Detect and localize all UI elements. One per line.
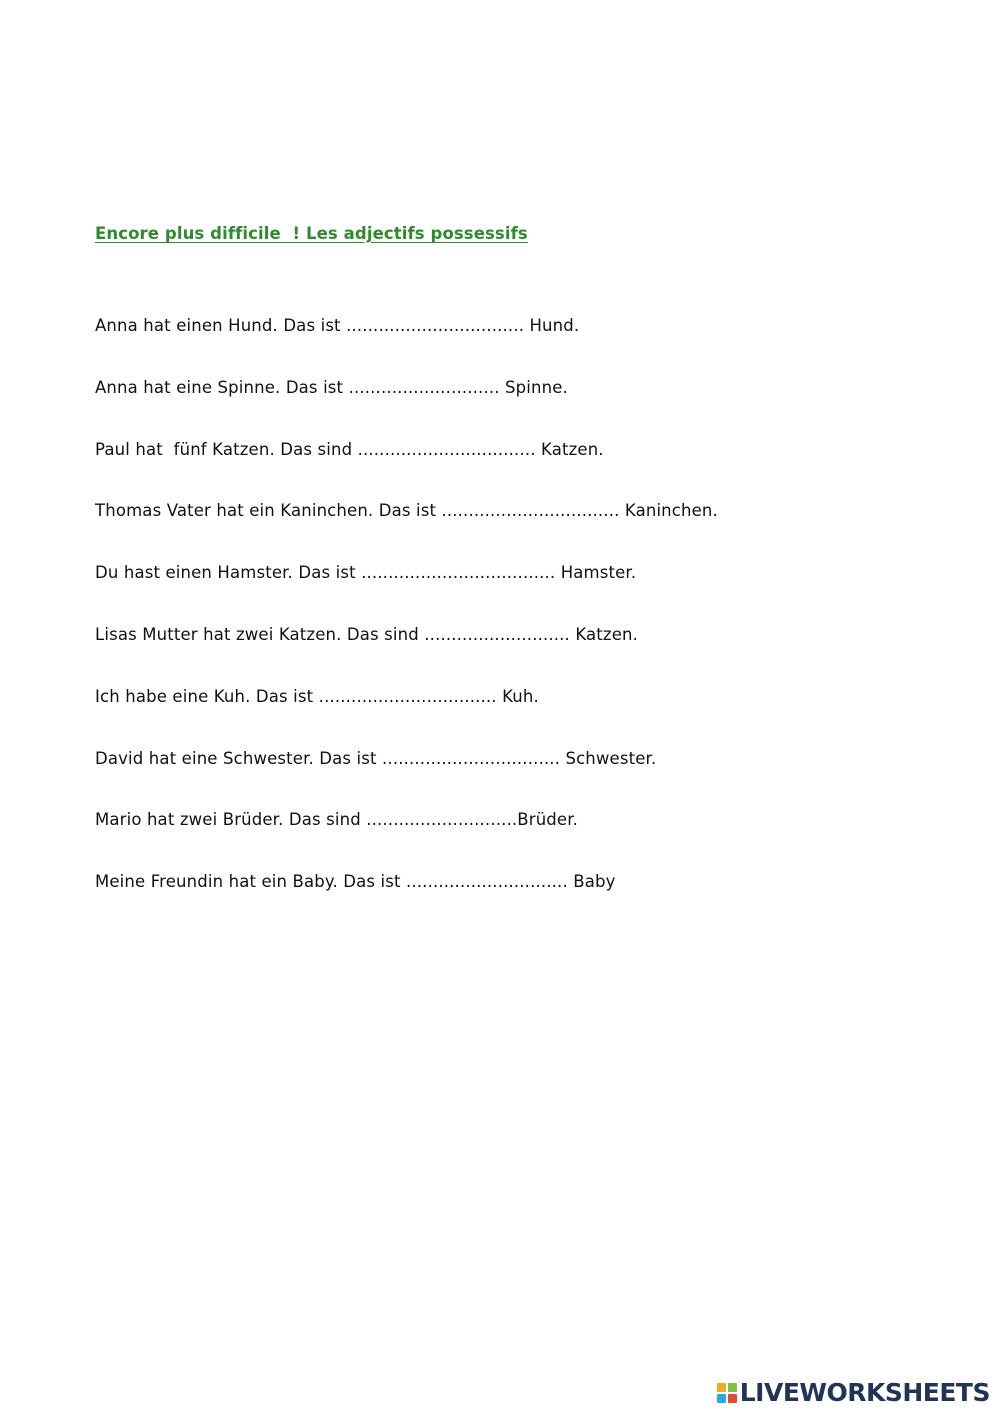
logo-mark-square: [728, 1383, 737, 1392]
liveworksheets-logo-text: LIVEWORKSHEETS: [739, 1378, 990, 1407]
sentence-10: Meine Freundin hat ein Baby. Das ist .............................. Baby: [95, 872, 616, 892]
sentence-list: [95, 313, 718, 931]
sentence-9: Mario hat zwei Brüder. Das sind ............................Brüder.: [95, 810, 579, 830]
sentence-5: Du hast einen Hamster. Das ist .................................... Hamster.: [95, 563, 637, 583]
sentence-8: David hat eine Schwester. Das ist ................................. Schwester.: [95, 748, 657, 768]
sentence-4: Thomas Vater hat ein Kaninchen. Das ist ................................. Kaninchen.: [95, 501, 718, 521]
sentence-3: Paul hat fünf Katzen. Das sind ................................. Katzen.: [95, 439, 604, 459]
logo-mark-square: [717, 1383, 726, 1392]
logo-mark-square: [717, 1394, 726, 1403]
sentence-7: Ich habe eine Kuh. Das ist ................................. Kuh.: [95, 686, 539, 706]
sentence-2: Anna hat eine Spinne. Das ist ............................ Spinne.: [95, 377, 568, 397]
worksheet-title: Encore plus difficile ! Les adjectifs possessifs: [95, 224, 528, 243]
sentence-6: Lisas Mutter hat zwei Katzen. Das sind ........................... Katzen.: [95, 624, 639, 644]
liveworksheets-logo: [717, 1378, 990, 1408]
logo-mark-square: [728, 1394, 737, 1403]
sentence-1: Anna hat einen Hund. Das ist ................................. Hund.: [95, 316, 580, 335]
liveworksheets-logo-icon: [717, 1383, 737, 1403]
